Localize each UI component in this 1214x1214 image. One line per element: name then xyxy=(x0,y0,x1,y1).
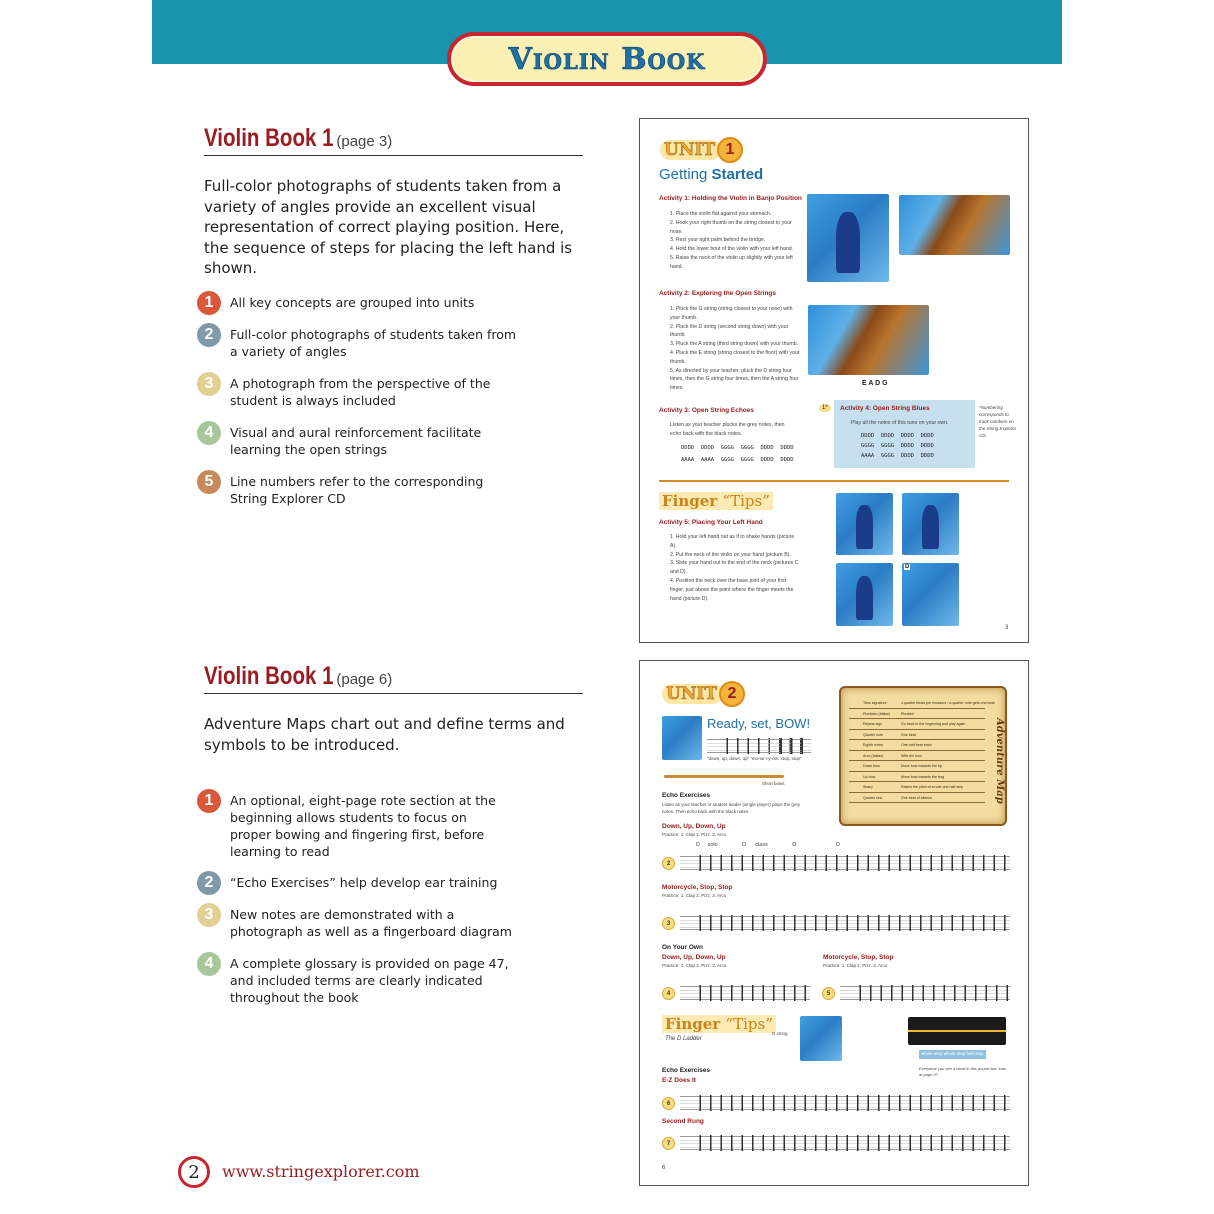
map-row xyxy=(849,772,985,783)
map-row xyxy=(849,730,985,741)
ex1-title: Down, Up, Down, Up xyxy=(662,823,726,830)
line-number-3: 3 xyxy=(662,917,675,930)
num-badge: 3 xyxy=(197,372,221,396)
page-6-thumbnail xyxy=(639,660,1029,1186)
string-names: E A D G xyxy=(862,380,888,387)
page-3-thumbnail xyxy=(639,118,1029,643)
num-badge: 4 xyxy=(197,952,221,976)
staff-line-6 xyxy=(680,1096,1010,1110)
map-definition: One-half beat each xyxy=(901,743,932,747)
echo-exercises-2-title: Echo Exercises xyxy=(662,1067,711,1074)
bow-illustration xyxy=(664,775,784,778)
photo-a xyxy=(836,493,893,555)
activity-3-title: Activity 3: Open String Echoes xyxy=(659,407,754,414)
ex5-title: E-Z Does It xyxy=(662,1077,696,1084)
footer-url[interactable]: www.stringexplorer.com xyxy=(222,1162,420,1181)
section-2-page-ref: (page 6) xyxy=(336,671,393,688)
ex6-title: Second Rung xyxy=(662,1118,704,1125)
d-string-line xyxy=(908,1030,1006,1032)
activity-1-text: 1. Place the violin flat against your stomach. 2. Hook your right thumb on the string closest to your nose. 3. Rest your right palm behind the bridge. 4. Hold the lower bout of the violin with your left hand. 5. Raise the neck of the violin up slightly with your left hand. xyxy=(670,211,794,270)
on-your-own-title: On Your Own xyxy=(662,944,703,951)
map-definition: With the bow xyxy=(901,753,922,758)
s1-item-1 xyxy=(197,294,530,315)
item-text: A photograph from the perspective of the student is always included xyxy=(230,376,491,408)
track-number: 1* xyxy=(819,404,831,412)
num-badge: 4 xyxy=(197,421,221,445)
map-term: Repeat sign xyxy=(863,722,883,726)
activity-4-text: Play all the notes of this tune on your own. xyxy=(851,420,949,426)
ex3-practice: Practice: 1. Clap 2. Pizz. 3. Arco xyxy=(662,963,727,968)
adventure-map-title: Adventure Map xyxy=(994,718,1005,804)
line-number-7: 7 xyxy=(662,1137,675,1150)
map-definition: Go back to the beginning and play again xyxy=(901,722,966,726)
section-2-title: Violin Book 1 xyxy=(204,662,334,690)
s2-item-1 xyxy=(197,792,505,860)
cd-track-note: *Numbering corresponds to track numbers on the String Explorer CD. xyxy=(979,405,1017,438)
item-text: A complete glossary is provided on page 47, and included terms are clearly indicated throughout the book xyxy=(230,956,509,1005)
map-rows xyxy=(849,698,995,803)
map-term: Quarter rest xyxy=(863,795,883,800)
staff-line-2 xyxy=(680,856,1010,870)
item-text: New notes are demonstrated with a photograph as well as a fingerboard diagram xyxy=(230,907,512,939)
staff-line-7 xyxy=(680,1136,1010,1150)
activity-5-title: Activity 5: Placing Your Left Hand xyxy=(659,519,763,526)
ready-set-bow-title: Ready, set, BOW! xyxy=(707,716,811,731)
map-row xyxy=(849,709,985,720)
map-term: Sharp xyxy=(863,785,873,789)
map-definition: Move bow towards the frog xyxy=(901,774,945,779)
s2-item-3 xyxy=(197,906,520,940)
steps-label: whole step whole step half step xyxy=(919,1050,986,1059)
divider xyxy=(659,480,1009,482)
num-badge: 2 xyxy=(197,871,221,895)
s1-item-5 xyxy=(197,473,500,507)
activity-3-notes: DDDD DDDD GGGG GGGG DDDD DDDD AAAA AAAA GGGG GGGG DDDD DDDD xyxy=(681,445,794,463)
activity-2-text: 1. Pluck the G string (string closest to your nose) with your thumb. 2. Pluck the D string (second string down) with your thumb. 3. Pluck the A string (third string down) with your thumb. 4. Pluck the E string (string closest to the floor) with your thumb. 5. As directed by your teacher, pluck the D string four times, then the G string four times, then the A string four times. xyxy=(670,306,800,392)
page-title: Violin Book xyxy=(508,41,706,77)
fingerboard-diagram xyxy=(908,1017,1006,1045)
map-row xyxy=(849,719,985,730)
title-badge xyxy=(447,32,767,86)
unit-word: UNIT xyxy=(660,140,721,160)
map-definition: Raises the pitch of a note one half step xyxy=(901,785,964,789)
finger-tips-title: Finger “Tips” xyxy=(662,1015,776,1033)
map-term: Arco (Italian) xyxy=(863,753,884,758)
s1-item-2 xyxy=(197,326,520,360)
item-text: An optional, eight-page rote section at the beginning allows students to focus on proper bowing and fingering first, before learning to read xyxy=(230,793,496,859)
echo-exercises-title: Echo Exercises xyxy=(662,792,711,799)
item-text: Line numbers refer to the corresponding String Explorer CD xyxy=(230,474,484,506)
num-badge: 1 xyxy=(197,789,221,813)
section-1-page-ref: (page 3) xyxy=(336,133,393,150)
unit-number: 2 xyxy=(719,681,745,707)
map-definition: Move bow towards the tip xyxy=(901,764,942,768)
map-term: Eighth notes xyxy=(863,743,883,747)
num-badge: 3 xyxy=(197,903,221,927)
map-row xyxy=(849,740,985,751)
ex1-practice: Practice: 1. Clap 2. Pizz. 3. Arco xyxy=(662,832,727,837)
map-definition: Plucked xyxy=(901,711,914,716)
photo-violin-closeup xyxy=(899,195,1010,255)
staff-line-4 xyxy=(680,986,810,1000)
item-text: Visual and aural reinforcement facilitate learning the open strings xyxy=(230,425,482,457)
line-number-5: 5 xyxy=(822,987,835,1000)
map-term: Time signature xyxy=(863,701,887,705)
map-definition: One beat xyxy=(901,732,916,737)
activity-2-title: Activity 2: Exploring the Open Strings xyxy=(659,290,777,297)
unit-word: UNIT xyxy=(662,684,723,704)
ex2-title: Motorcycle, Stop, Stop xyxy=(662,884,733,891)
echo-text: Listen as your teacher or student leader (single player) plays the grey notes. Then echo back with the black notes. xyxy=(662,802,801,814)
unit-number: 1 xyxy=(717,137,743,163)
section-2-intro: Adventure Maps chart out and define terms and symbols to be introduced. xyxy=(204,715,565,754)
activity-4-notes: DDDD DDDD DDDD DDDD GGGG GGGG DDDD DDDD AAAA GGGG DDDD DDDD xyxy=(861,433,934,459)
staff-line-5 xyxy=(840,986,1010,1000)
photo-open-strings xyxy=(808,305,929,375)
bow-words: “down, up, down, up” “mo-tor-cy-cle, stop, stop” xyxy=(707,756,802,761)
section-1-heading xyxy=(204,124,583,156)
photo-fingering xyxy=(800,1016,842,1061)
staff-line-3 xyxy=(680,916,1010,930)
unit-1-badge xyxy=(660,137,743,163)
photo-d xyxy=(902,563,959,626)
map-row xyxy=(849,782,985,793)
ex3-title: Down, Up, Down, Up xyxy=(662,954,726,961)
activity-1-title: Activity 1: Holding the Violin in Banjo Position xyxy=(659,195,802,202)
item-text: Full-color photographs of students taken from a variety of angles xyxy=(230,327,517,359)
item-text: All key concepts are grouped into units xyxy=(230,295,475,310)
map-row xyxy=(849,751,985,762)
photo-d-label: D xyxy=(905,564,910,570)
unit-2-badge xyxy=(662,681,745,707)
s2-item-4 xyxy=(197,955,520,1006)
d-ladder-subtitle: The D Ladder xyxy=(665,1036,702,1042)
line-number-2: 2 xyxy=(662,857,675,870)
ex4-practice: Practice: 1. Clap 2. Pizz. 3. Arco xyxy=(823,963,888,968)
num-badge: 5 xyxy=(197,470,221,494)
ex1-labels: D solo D class D D xyxy=(696,842,840,848)
num-badge: 1 xyxy=(197,291,221,315)
map-term: Up bow xyxy=(863,774,876,779)
getting-started-title: Getting Started xyxy=(659,166,764,183)
map-row xyxy=(849,761,985,772)
map-row xyxy=(849,698,995,709)
page-number: 3 xyxy=(1005,625,1009,631)
footer-page-number: 2 xyxy=(178,1156,210,1188)
line-number-6: 6 xyxy=(662,1097,675,1110)
s1-item-3 xyxy=(197,375,500,409)
map-term: Pizzicato (Italian) xyxy=(863,711,891,716)
map-definition: 4 quarter beats per measure / a quarter note gets one beat xyxy=(901,701,995,705)
photo-b xyxy=(902,493,959,555)
section-2-heading xyxy=(204,662,583,694)
page-number: 6 xyxy=(662,1165,666,1171)
section-1-title: Violin Book 1 xyxy=(204,124,334,152)
map-row xyxy=(849,793,985,804)
d-string-label: D string xyxy=(772,1031,788,1036)
photo-c xyxy=(836,563,893,626)
section-1-intro: Full-color photographs of students taken from a variety of angles provide an excellent visual representation of correct playing position. Here, the sequence of steps for placing the left hand is shown. xyxy=(204,177,573,277)
activity-4-box xyxy=(834,400,975,468)
num-badge: 2 xyxy=(197,323,221,347)
map-term: Down bow xyxy=(863,764,880,768)
line-number-4: 4 xyxy=(662,987,675,1000)
s1-item-4 xyxy=(197,424,500,458)
map-definition: One beat of silence xyxy=(901,795,932,800)
ex2-practice: Practice: 1. Clap 2. Pizz. 3. Arco xyxy=(662,893,727,898)
item-text: “Echo Exercises” help develop ear training xyxy=(230,875,498,890)
photo-banjo-position xyxy=(807,194,889,282)
activity-4-title: Activity 4: Open String Blues xyxy=(840,405,930,412)
activity-3-text: Listen as your teacher plucks the grey notes, then echo back with the black notes. xyxy=(670,422,785,437)
finger-tips-title: Finger “Tips” xyxy=(659,492,773,510)
photo-bow-hand xyxy=(662,716,702,760)
short-bows-label: Short bows xyxy=(762,781,785,786)
s2-item-2 xyxy=(197,874,520,895)
rhythm-staff-2 xyxy=(761,739,811,753)
map-term: Quarter note xyxy=(863,732,884,737)
activity-5-text: 1. Hold your left hand out as if to shake hands (picture A). 2. Put the neck of the violin on your hand (picture B). 3. Slide your hand out to the end of the neck (pictures C and D). 4. Position the neck over the base joint of your first finger, just above the point where the finger meets the hand (picture D). xyxy=(670,534,799,602)
steps-note: Everytime you see a bend in this purple line, look at page 47. xyxy=(919,1066,1006,1077)
ex4-title: Motorcycle, Stop, Stop xyxy=(823,954,894,961)
